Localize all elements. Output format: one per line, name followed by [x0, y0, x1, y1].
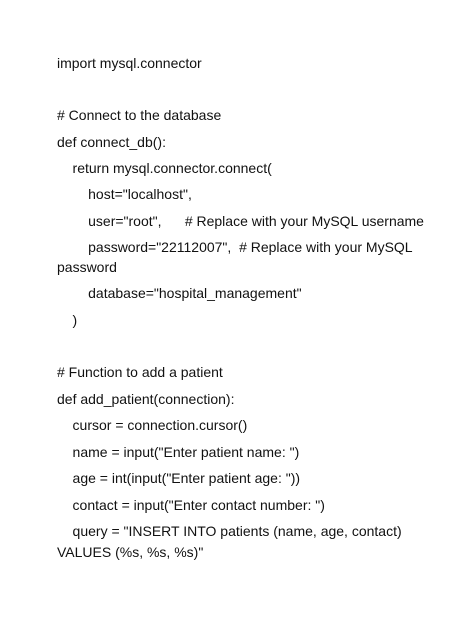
code-line-age: age = int(input("Enter patient age: ")) — [57, 470, 301, 486]
code-line-import: import mysql.connector — [57, 55, 202, 71]
code-line-return: return mysql.connector.connect( — [57, 160, 272, 176]
code-line-cursor: cursor = connection.cursor() — [57, 417, 248, 433]
code-line-query: query = "INSERT INTO patients (name, age, contact) — [57, 523, 402, 539]
comment-connect: # Connect to the database — [57, 107, 222, 123]
comment-add-patient: # Function to add a patient — [57, 364, 223, 380]
code-line-database: database="hospital_management" — [57, 285, 302, 301]
code-line-def-connect: def connect_db(): — [57, 134, 166, 150]
code-line-host: host="localhost", — [57, 186, 192, 202]
code-line-def-add-patient: def add_patient(connection): — [57, 391, 235, 407]
code-line-password: password="22112007", # Replace with your MySQL — [57, 239, 413, 255]
code-line-name: name = input("Enter patient name: ") — [57, 444, 300, 460]
code-line-close-paren: ) — [57, 312, 78, 328]
code-line-query-wrap: VALUES (%s, %s, %s)" — [57, 544, 204, 560]
code-line-contact: contact = input("Enter contact number: ") — [57, 497, 325, 513]
code-line-password-wrap: password — [57, 259, 117, 275]
code-line-user: user="root", # Replace with your MySQL username — [57, 213, 424, 229]
